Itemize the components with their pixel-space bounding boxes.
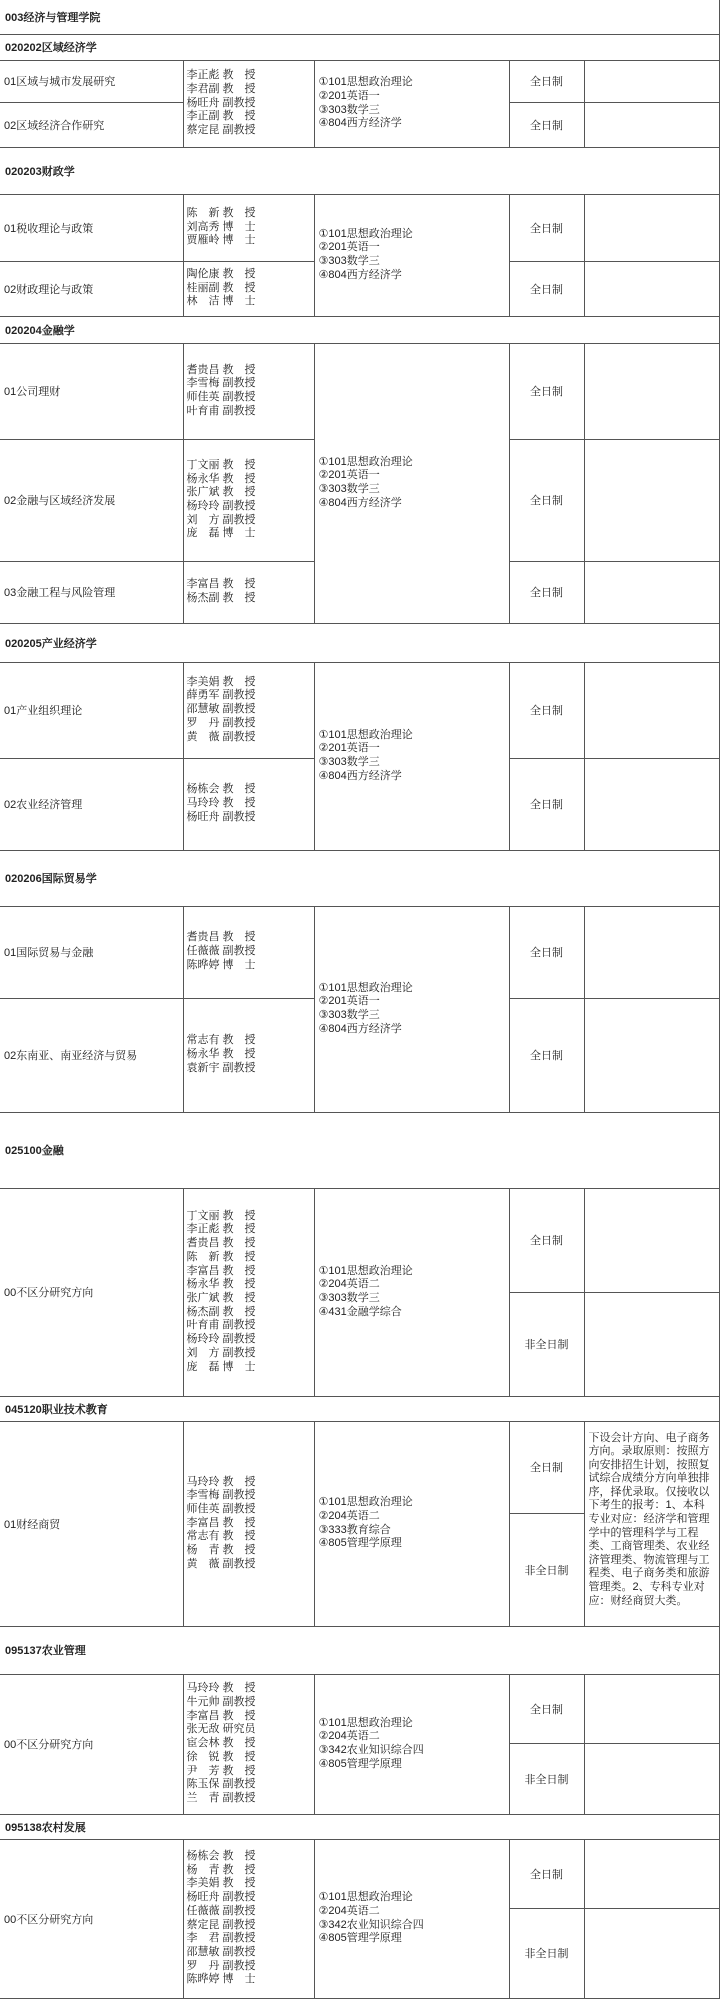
section-header: 020206国际贸易学 <box>0 850 719 906</box>
section-header: 020204金融学 <box>0 316 719 343</box>
exam-subjects-cell: ①101思想政治理论 ②201英语一 ③303数学三 ④804西方经济学 <box>314 343 509 623</box>
notes-cell: 下设会计方向、电子商务方向。录取原则：按照方向安排招生计划，按照复试综合成绩分方向单独排序，择优录取。仅接收以下考生的报考：1、本科专业对应：经济学和管理学中的管理科学与工程类、工商管理类、农业经济管理类、物流管理与工程类、电子商务类和旅游管理类。2、专科专业对应：财经商贸大类。 <box>584 1421 719 1626</box>
notes-cell <box>584 194 719 261</box>
supervisors-cell: 耆贵昌 教 授 李雪梅 副教授 师佳英 副教授 叶育甫 副教授 <box>183 343 314 439</box>
supervisors-cell: 马玲玲 教 授 李雪梅 副教授 师佳英 副教授 李富昌 教 授 常志有 教 授 杨 青 教 授 黄 薇 副教授 <box>183 1421 314 1626</box>
study-mode-cell: 全日制 <box>509 439 584 561</box>
exam-subjects-cell: ①101思想政治理论 ②204英语二 ③342农业知识综合四 ④805管理学原理 <box>314 1674 509 1814</box>
notes-cell <box>584 1839 719 1908</box>
direction-cell: 02农业经济管理 <box>0 758 183 850</box>
college-title: 003经济与管理学院 <box>0 0 719 34</box>
notes-cell <box>584 1292 719 1396</box>
study-mode-cell: 全日制 <box>509 343 584 439</box>
supervisors-cell: 丁文丽 教 授 杨永华 教 授 张广斌 教 授 杨玲玲 副教授 刘 方 副教授 庞 磊 博 士 <box>183 439 314 561</box>
exam-subjects-cell: ①101思想政治理论 ②204英语二 ③342农业知识综合四 ④805管理学原理 <box>314 1839 509 1998</box>
direction-cell: 02东南亚、南亚经济与贸易 <box>0 998 183 1112</box>
section-header: 020202区域经济学 <box>0 34 719 60</box>
supervisors-cell: 李美娟 教 授 薛勇军 副教授 邵慧敏 副教授 罗 丹 副教授 黄 薇 副教授 <box>183 662 314 758</box>
section-header: 095137农业管理 <box>0 1626 719 1674</box>
notes-cell <box>584 102 719 147</box>
supervisors-cell: 李富昌 教 授 杨杰副 教 授 <box>183 561 314 623</box>
notes-cell <box>584 60 719 102</box>
direction-cell: 01区域与城市发展研究 <box>0 60 183 102</box>
study-mode-cell: 全日制 <box>509 662 584 758</box>
supervisors-cell: 耆贵昌 教 授 任薇薇 副教授 陈晔婷 博 士 <box>183 906 314 998</box>
direction-cell: 00不区分研究方向 <box>0 1674 183 1814</box>
supervisors-cell: 陈 新 教 授 刘高秀 博 士 贾雁岭 博 士 <box>183 194 314 261</box>
notes-cell <box>584 1188 719 1292</box>
study-mode-cell: 全日制 <box>509 261 584 316</box>
direction-cell: 02财政理论与政策 <box>0 261 183 316</box>
notes-cell <box>584 998 719 1112</box>
direction-cell: 00不区分研究方向 <box>0 1839 183 1998</box>
notes-cell <box>584 1674 719 1743</box>
exam-subjects-cell: ①101思想政治理论 ②201英语一 ③303数学三 ④804西方经济学 <box>314 906 509 1112</box>
supervisors-cell: 常志有 教 授 杨永华 教 授 袁新宇 副教授 <box>183 998 314 1112</box>
supervisors-cell: 杨栋会 教 授 杨 青 教 授 李美娟 教 授 杨旺舟 副教授 任薇薇 副教授 蔡定昆 副教授 李 君 副教授 邵慧敏 副教授 罗 丹 副教授 陈晔婷 博 士 <box>183 1839 314 1998</box>
direction-cell: 01税收理论与政策 <box>0 194 183 261</box>
notes-cell <box>584 261 719 316</box>
section-header: 095138农村发展 <box>0 1814 719 1839</box>
supervisors-cell: 李正彪 教 授 李君副 教 授 杨旺舟 副教授 李正副 教 授 蔡定昆 副教授 <box>183 60 314 147</box>
notes-cell <box>584 758 719 850</box>
notes-cell <box>584 1908 719 1998</box>
study-mode-cell: 非全日制 <box>509 1513 584 1626</box>
section-header: 020203财政学 <box>0 147 719 194</box>
study-mode-cell: 非全日制 <box>509 1743 584 1814</box>
direction-cell: 01国际贸易与金融 <box>0 906 183 998</box>
supervisors-cell: 丁文丽 教 授 李正彪 教 授 耆贵昌 教 授 陈 新 教 授 李富昌 教 授 杨永华 教 授 张广斌 教 授 杨杰副 教 授 叶育甫 副教授 杨玲玲 副教授 刘 方 副教授 庞 磊 博 士 <box>183 1188 314 1396</box>
study-mode-cell: 全日制 <box>509 1674 584 1743</box>
notes-cell <box>584 439 719 561</box>
notes-cell <box>584 1743 719 1814</box>
study-mode-cell: 全日制 <box>509 998 584 1112</box>
direction-cell: 01公司理财 <box>0 343 183 439</box>
exam-subjects-cell: ①101思想政治理论 ②201英语一 ③303数学三 ④804西方经济学 <box>314 662 509 850</box>
notes-cell <box>584 906 719 998</box>
study-mode-cell: 全日制 <box>509 60 584 102</box>
study-mode-cell: 全日制 <box>509 758 584 850</box>
notes-cell <box>584 343 719 439</box>
direction-cell: 00不区分研究方向 <box>0 1188 183 1396</box>
study-mode-cell: 全日制 <box>509 906 584 998</box>
section-header: 020205产业经济学 <box>0 623 719 662</box>
study-mode-cell: 全日制 <box>509 1188 584 1292</box>
exam-subjects-cell: ①101思想政治理论 ②201英语一 ③303数学三 ④804西方经济学 <box>314 194 509 316</box>
direction-cell: 01财经商贸 <box>0 1421 183 1626</box>
exam-subjects-cell: ①101思想政治理论 ②204英语二 ③303数学三 ④431金融学综合 <box>314 1188 509 1396</box>
section-header: 025100金融 <box>0 1112 719 1188</box>
supervisors-cell: 马玲玲 教 授 牛元帅 副教授 李富昌 教 授 张无敌 研究员 宦会林 教 授 徐 锐 教 授 尹 芳 教 授 陈玉保 副教授 兰 青 副教授 <box>183 1674 314 1814</box>
study-mode-cell: 非全日制 <box>509 1292 584 1396</box>
study-mode-cell: 全日制 <box>509 1839 584 1908</box>
supervisors-cell: 陶伦康 教 授 桂丽副 教 授 林 洁 博 士 <box>183 261 314 316</box>
exam-subjects-cell: ①101思想政治理论 ②204英语二 ③333教育综合 ④805管理学原理 <box>314 1421 509 1626</box>
direction-cell: 02金融与区域经济发展 <box>0 439 183 561</box>
direction-cell: 01产业组织理论 <box>0 662 183 758</box>
supervisors-cell: 杨栋会 教 授 马玲玲 教 授 杨旺舟 副教授 <box>183 758 314 850</box>
study-mode-cell: 全日制 <box>509 561 584 623</box>
exam-subjects-cell: ①101思想政治理论 ②201英语一 ③303数学三 ④804西方经济学 <box>314 60 509 147</box>
study-mode-cell: 全日制 <box>509 102 584 147</box>
direction-cell: 03金融工程与风险管理 <box>0 561 183 623</box>
study-mode-cell: 非全日制 <box>509 1908 584 1998</box>
section-header: 045120职业技术教育 <box>0 1396 719 1421</box>
direction-cell: 02区域经济合作研究 <box>0 102 183 147</box>
notes-cell <box>584 662 719 758</box>
study-mode-cell: 全日制 <box>509 1421 584 1513</box>
study-mode-cell: 全日制 <box>509 194 584 261</box>
notes-cell <box>584 561 719 623</box>
